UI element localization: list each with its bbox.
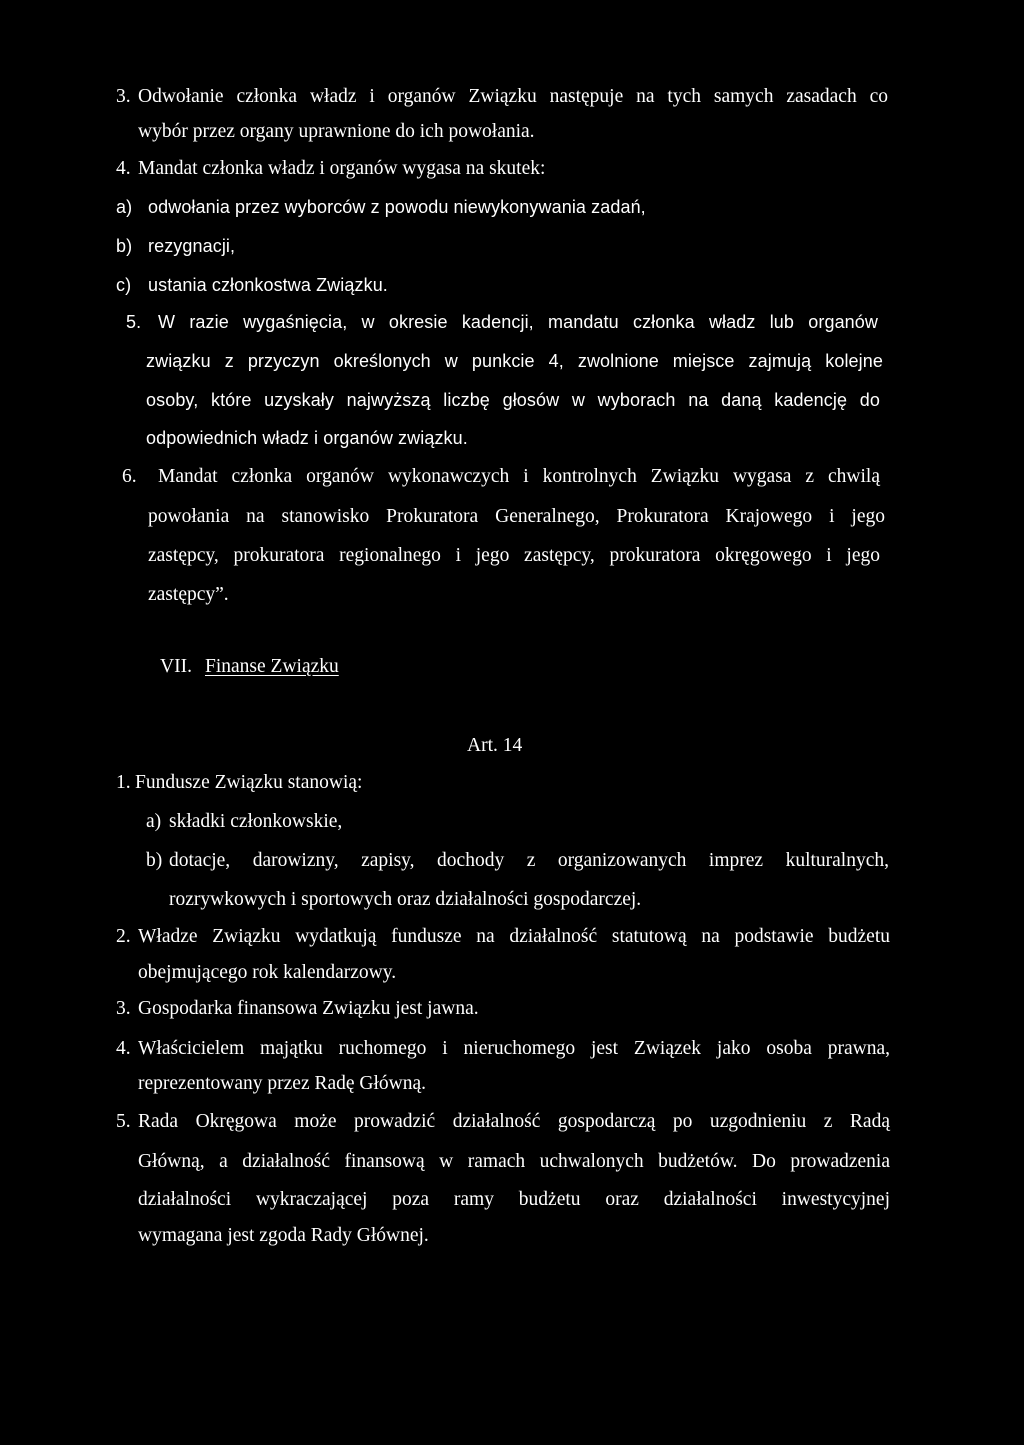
paragraph-4-item-a-label: a): [116, 197, 133, 217]
paragraph-4-item-c-label: c): [116, 275, 132, 295]
paragraph-5-line-2: związku z przyczyn określonych w punkcie 4, zwolnione miejsce zajmują kolejne: [146, 351, 883, 371]
article-point-2-number: 2.: [116, 926, 131, 947]
article-point-1-text: Fundusze Związku stanowią:: [135, 772, 363, 793]
paragraph-5-number: 5.: [126, 312, 142, 332]
paragraph-4-line-1: Mandat członka władz i organów wygasa na skutek:: [138, 158, 546, 179]
section-number: VII.: [160, 656, 192, 677]
paragraph-6-line-2: powołania na stanowisko Prokuratora Generalnego, Prokuratora Krajowego i jego: [148, 506, 885, 527]
article-point-4-line-2: reprezentowany przez Radę Główną.: [138, 1073, 427, 1094]
paragraph-5-line-1: W razie wygaśnięcia, w okresie kadencji, mandatu członka władz lub organów: [158, 312, 878, 332]
article-point-4-line-1: Właścicielem majątku ruchomego i nieruchomego jest Związek jako osoba prawna,: [138, 1038, 890, 1059]
article-point-3-number: 3.: [116, 998, 131, 1019]
article-point-1-item-b-label: b): [146, 850, 163, 871]
paragraph-3-number: 3.: [116, 86, 131, 107]
article-point-3-line-1: Gospodarka finansowa Związku jest jawna.: [138, 998, 479, 1019]
article-point-1-number: 1.: [116, 772, 131, 793]
paragraph-4-item-b-text: rezygnacji,: [148, 236, 236, 256]
paragraph-3-line-2: wybór przez organy uprawnione do ich powołania.: [138, 121, 535, 142]
article-point-5-line-4: wymagana jest zgoda Rady Głównej.: [138, 1225, 429, 1246]
paragraph-5-line-4: odpowiednich władz i organów związku.: [146, 428, 468, 448]
article-point-1-item-a-label: a): [146, 811, 162, 832]
article-point-4-number: 4.: [116, 1038, 131, 1059]
paragraph-6-line-4: zastępcy”.: [148, 584, 229, 605]
paragraph-3-line-1: Odwołanie członka władz i organów Związku następuje na tych samych zasadach co: [138, 86, 888, 107]
paragraph-4-item-b-label: b): [116, 236, 133, 256]
paragraph-4-item-a-text: odwołania przez wyborców z powodu niewykonywania zadań,: [148, 197, 646, 217]
paragraph-4-number: 4.: [116, 158, 131, 179]
article-point-2-line-2: obejmującego rok kalendarzowy.: [138, 962, 397, 983]
paragraph-6-line-3: zastępcy, prokuratora regionalnego i jego zastępcy, prokuratora okręgowego i jego: [148, 545, 880, 566]
paragraph-5-line-3: osoby, które uzyskały najwyższą liczbę głosów w wyborach na daną kadencję do: [146, 390, 880, 410]
article-point-1-item-b-line-1: dotacje, darowizny, zapisy, dochody z organizowanych imprez kulturalnych,: [169, 850, 889, 871]
article-point-5-line-1: Rada Okręgowa może prowadzić działalność gospodarczą po uzgodnieniu z Radą: [138, 1111, 890, 1132]
article-heading: Art. 14: [467, 735, 523, 756]
article-point-1-item-a-text: składki członkowskie,: [169, 811, 343, 832]
section-title: Finanse Związku: [205, 656, 339, 677]
article-point-5-number: 5.: [116, 1111, 131, 1132]
paragraph-6-line-1: Mandat członka organów wykonawczych i kontrolnych Związku wygasa z chwilą: [158, 466, 880, 487]
article-point-5-line-3: działalności wykraczającej poza ramy budżetu oraz działalności inwestycyjnej: [138, 1189, 890, 1210]
article-point-5-line-2: Główną, a działalność finansową w ramach uchwalonych budżetów. Do prowadzenia: [138, 1151, 890, 1172]
article-point-2-line-1: Władze Związku wydatkują fundusze na działalność statutową na podstawie budżetu: [138, 926, 890, 947]
paragraph-4-item-c-text: ustania członkostwa Związku.: [148, 275, 388, 295]
article-point-1-item-b-line-2: rozrywkowych i sportowych oraz działalności gospodarczej.: [169, 889, 642, 910]
paragraph-6-number: 6.: [122, 466, 137, 487]
